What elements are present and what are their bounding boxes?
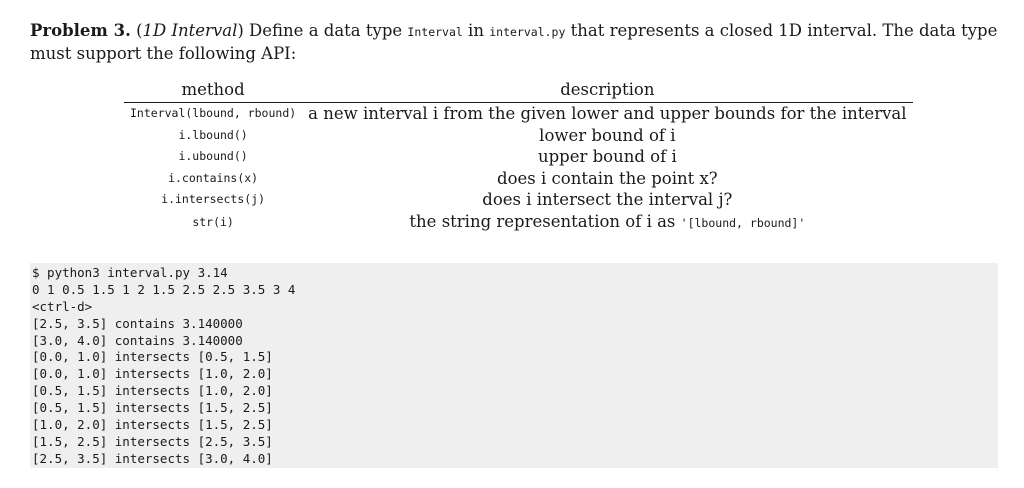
method-cell: i.lbound() [178,127,248,142]
code-line: <ctrl-d> [32,298,93,314]
api-table [124,78,913,234]
code-line: [0.5, 1.5] intersects [1.5, 2.5] [32,400,273,416]
description-text: the string representation of i as [409,211,681,231]
method-cell: Interval(lbound, rbound) [130,106,297,121]
description-text: lower bound of i [539,125,676,145]
code-line: [1.0, 2.0] intersects [1.5, 2.5] [32,417,273,433]
method-cell: i.contains(x) [168,170,259,185]
method-header: method [124,78,302,103]
table-row [124,125,913,147]
method-cell: i.intersects(j) [161,192,266,207]
description-code: '[lbound, rbound]' [680,215,806,230]
table-row [124,211,913,234]
code-line: [0.5, 1.5] intersects [1.0, 2.0] [32,383,273,399]
code-line: 0 1 0.5 1.5 1 2 1.5 2.5 2.5 3.5 3 4 [32,281,296,297]
code-line: [0.0, 1.0] intersects [0.5, 1.5] [32,349,273,365]
api-table-header-row [124,78,913,103]
type-name: Interval [407,25,463,39]
description-text: a new interval i from the given lower and upper bounds for the interval [308,104,907,124]
terminal-output [30,263,998,468]
description-header: description [302,78,912,103]
problem-title: 1D Interval [142,21,238,40]
file-name: interval.py [489,25,566,39]
description-cell [302,189,912,211]
table-row [124,146,913,168]
description-cell [302,125,912,147]
table-row [124,189,913,211]
code-line: $ python3 interval.py 3.14 [32,265,228,280]
description-text: upper bound of i [537,147,677,167]
description-cell [302,146,912,168]
code-line: [1.5, 2.5] intersects [2.5, 3.5] [32,433,273,449]
table-row [124,168,913,190]
description-cell [302,103,912,125]
description-text: does i intersect the interval j? [482,190,733,210]
table-row [124,103,913,125]
problem-label: Problem 3. [30,21,131,40]
method-cell: str(i) [192,214,234,229]
description-cell [302,211,912,234]
description-cell [302,168,912,190]
code-line: [3.0, 4.0] contains 3.140000 [32,332,243,348]
problem-text-3: that represents a closed 1D interval. The data type must support the following API: [30,21,998,63]
problem-text-2: in [462,21,490,40]
code-line: [0.0, 1.0] intersects [1.0, 2.0] [32,366,273,382]
description-text: does i contain the point x? [497,168,718,188]
code-line: [2.5, 3.5] contains 3.140000 [32,315,243,331]
problem-statement: Problem 3. (1D Interval) Define a data type Interval in interval.py that represents a closed 1D interval. The data type must support the following API: [30,21,998,63]
code-line: [2.5, 3.5] intersects [3.0, 4.0] [32,450,273,466]
problem-text-1: Define a data type [243,21,408,40]
method-cell: i.ubound() [178,149,248,164]
